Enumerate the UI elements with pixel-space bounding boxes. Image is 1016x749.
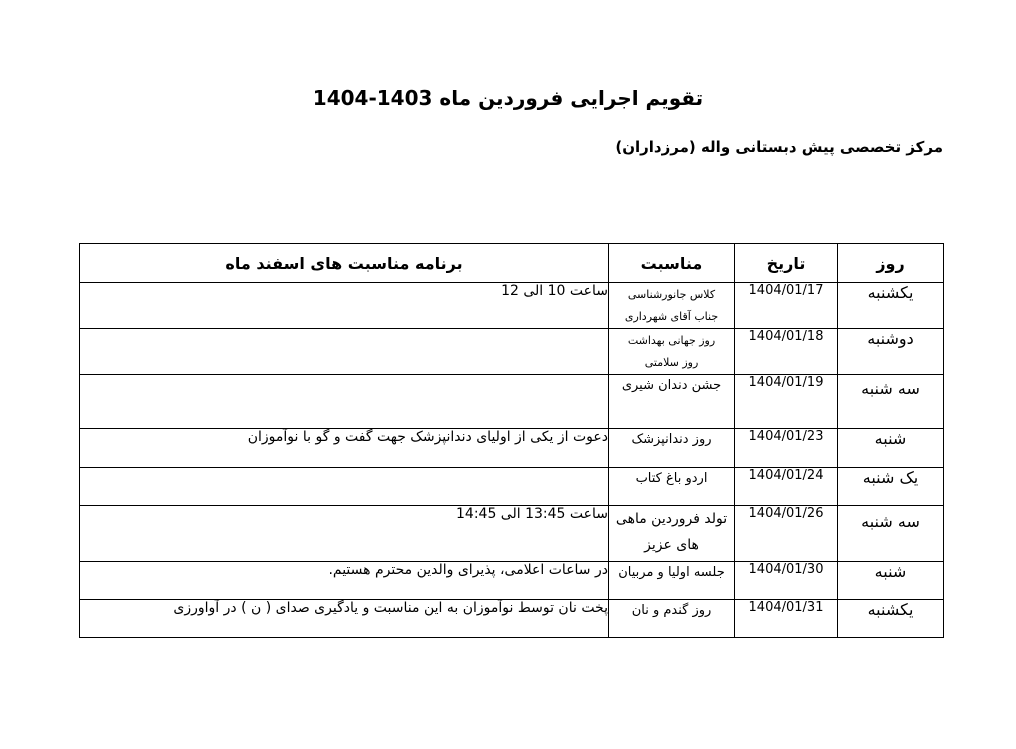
occasion-line: تولد فروردین ماهی (615, 511, 728, 527)
program-cell (80, 375, 609, 429)
program-cell: در ساعات اعلامی، پذیرای والدین محترم هستیم. (80, 562, 609, 600)
date-cell: 1404/01/31 (735, 600, 838, 638)
occasion-line: روز جهانی بهداشت (627, 334, 716, 347)
date-cell: 1404/01/19 (735, 375, 838, 429)
program-cell (80, 329, 609, 375)
occasion-cell (609, 429, 735, 468)
program-cell (80, 468, 609, 506)
header-program: برنامه مناسبت های اسفند ماه (80, 244, 609, 283)
occasion-line: جناب آقای شهرداری (624, 310, 719, 323)
day-cell: دوشنبه (838, 329, 944, 375)
table-row (80, 468, 944, 506)
day-cell: یکشنبه (838, 283, 944, 329)
table-row (80, 375, 944, 429)
school-name: مرکز تخصصی پیش دبستانی واله (مرزداران) (615, 138, 943, 156)
day-cell: یک شنبه (838, 468, 944, 506)
calendar-table (79, 243, 944, 638)
table-row (80, 600, 944, 638)
day-cell: شنبه (838, 562, 944, 600)
table-row (80, 329, 944, 375)
occasion-cell (609, 375, 735, 429)
occasion-line: روز دندانپزشک (631, 432, 712, 447)
program-cell: پخت نان توسط نوآموزان به این مناسبت و یادگیری صدای ( ن ) در آواورزی (80, 600, 609, 638)
occasion-cell (609, 506, 735, 562)
occasion-line: های عزیز (644, 537, 699, 553)
date-cell: 1404/01/18 (735, 329, 838, 375)
occasion-cell (609, 468, 735, 506)
table-row (80, 283, 944, 329)
header-day: روز (838, 244, 944, 283)
header-occasion: مناسبت (609, 244, 735, 283)
day-cell: سه شنبه (838, 506, 944, 562)
day-cell: یکشنبه (838, 600, 944, 638)
program-cell: ساعت 10 الی 12 (80, 283, 609, 329)
date-cell: 1404/01/17 (735, 283, 838, 329)
program-cell: ساعت 13:45 الی 14:45 (80, 506, 609, 562)
header-row (80, 244, 944, 283)
date-cell: 1404/01/26 (735, 506, 838, 562)
occasion-line: کلاس جانورشناسی (627, 288, 716, 301)
occasion-line: روز سلامتی (644, 356, 699, 369)
day-cell: سه شنبه (838, 375, 944, 429)
table-row (80, 429, 944, 468)
occasion-line: اردو باغ کتاب (635, 471, 708, 486)
occasion-line: جلسه اولیا و مربیان (618, 565, 725, 580)
table-row (80, 562, 944, 600)
date-cell: 1404/01/23 (735, 429, 838, 468)
header-date: تاریخ (735, 244, 838, 283)
day-cell: شنبه (838, 429, 944, 468)
table-row (80, 506, 944, 562)
occasion-cell (609, 562, 735, 600)
occasion-line: جشن دندان شیری (621, 378, 722, 393)
occasion-line: روز گندم و نان (631, 603, 712, 618)
date-cell: 1404/01/24 (735, 468, 838, 506)
occasion-cell (609, 600, 735, 638)
program-cell: دعوت از یکی از اولیای دندانپزشک جهت گفت و گو با نوآموزان (80, 429, 609, 468)
occasion-cell (609, 283, 735, 329)
page-title: تقویم اجرایی فروردین ماه 1403-1404 (312, 86, 704, 110)
occasion-cell (609, 329, 735, 375)
date-cell: 1404/01/30 (735, 562, 838, 600)
